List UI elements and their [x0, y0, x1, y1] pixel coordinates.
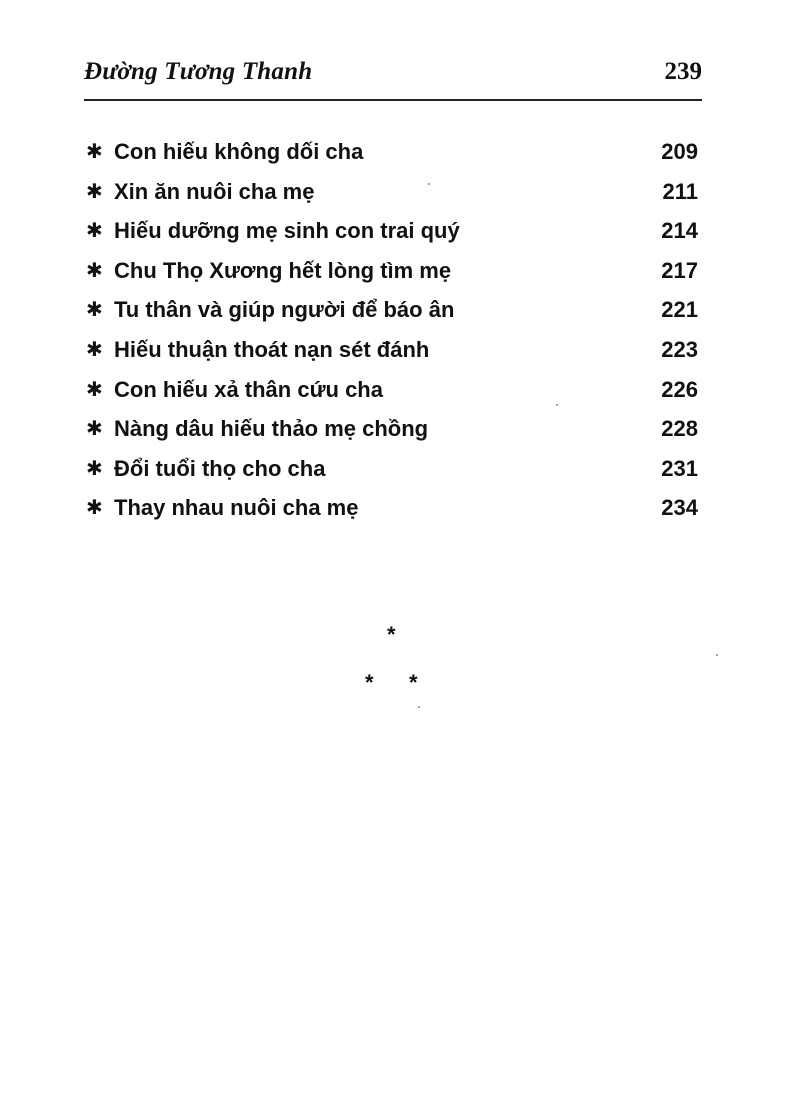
asterisk-bullet-icon: ✱ — [86, 259, 103, 282]
asterisk-bullet-icon: ✱ — [86, 299, 103, 322]
toc-entry-page: 214 — [661, 218, 698, 244]
header-rule — [84, 99, 702, 101]
toc-entry-title: Đổi tuổi thọ cho cha — [114, 455, 326, 481]
toc-entry-title: Xin ăn nuôi cha mẹ — [114, 178, 315, 204]
asterisk-bullet-icon: ✱ — [86, 418, 103, 441]
asterisk-bullet-icon: ✱ — [86, 497, 103, 520]
asterisk-bullet-icon: ✱ — [86, 457, 103, 480]
toc-entry-title: Con hiếu xả thân cứu cha — [114, 376, 383, 402]
toc-entry — [86, 253, 698, 293]
toc-entry — [86, 451, 698, 491]
toc-entry — [86, 490, 698, 530]
asterisk-bullet-icon: ✱ — [86, 220, 103, 243]
toc-entry-title: Nàng dâu hiếu thảo mẹ chồng — [114, 416, 429, 442]
scan-speck — [716, 654, 718, 656]
toc-entry-title: Tu thân và giúp người để báo ân — [114, 297, 455, 323]
running-header — [84, 58, 702, 98]
toc-entry-page: 228 — [661, 416, 698, 442]
toc-entry-title: Hiếu thuận thoát nạn sét đánh — [114, 336, 430, 362]
toc-entry — [86, 213, 698, 253]
ornament-star-icon: * — [409, 670, 418, 695]
toc-entry — [86, 292, 698, 332]
ornament-star-icon: * — [387, 622, 396, 647]
asterisk-bullet-icon: ✱ — [86, 180, 103, 203]
toc-entry — [86, 332, 698, 372]
page-number: 239 — [664, 58, 702, 85]
toc-entry — [86, 372, 698, 412]
toc-entry-page: 211 — [662, 178, 698, 204]
asterisk-bullet-icon: ✱ — [86, 378, 103, 401]
toc-entry-page: 223 — [661, 336, 698, 362]
toc-entry-page: 234 — [661, 495, 698, 521]
toc-entry-page: 209 — [661, 139, 698, 164]
asterisk-bullet-icon: ✱ — [86, 141, 103, 163]
scan-speck — [428, 183, 430, 185]
toc-entry-page: 226 — [661, 376, 698, 402]
running-header-title: Đường Tương Thanh — [84, 58, 313, 85]
table-of-contents — [86, 134, 698, 530]
toc-entry — [86, 134, 698, 174]
toc-entry-title: Chu Thọ Xương hết lòng tìm mẹ — [114, 257, 452, 283]
ornament-star-icon: * — [365, 670, 374, 695]
toc-entry-page: 217 — [661, 257, 698, 283]
toc-entry-title: Con hiếu không dối cha — [114, 139, 364, 164]
toc-entry-title: Hiếu dưỡng mẹ sinh con trai quý — [114, 218, 460, 244]
toc-entry-title: Thay nhau nuôi cha mẹ — [114, 495, 359, 521]
toc-entry — [86, 411, 698, 451]
toc-entry-page: 221 — [661, 297, 698, 323]
scan-speck — [556, 404, 558, 406]
toc-entry-page: 231 — [661, 455, 698, 481]
asterisk-bullet-icon: ✱ — [86, 338, 103, 361]
toc-entry — [86, 174, 698, 214]
scan-speck — [418, 706, 420, 708]
